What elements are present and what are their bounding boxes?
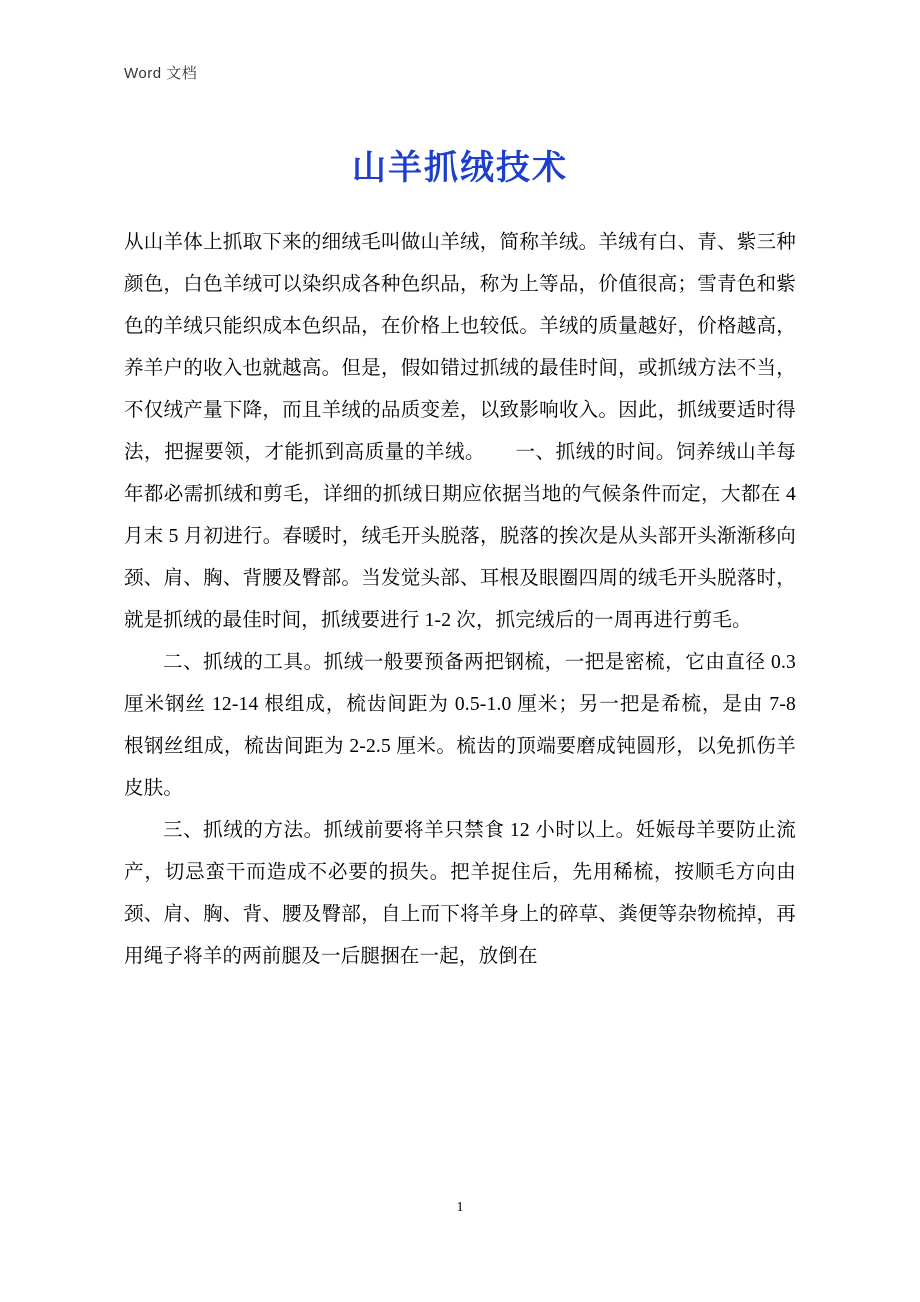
page-title: 山羊抓绒技术 [352, 149, 568, 187]
header-note: Word 文档 [124, 65, 198, 82]
paragraph: 从山羊体上抓取下来的细绒毛叫做山羊绒，简称羊绒。羊绒有白、青、紫三种颜色，白色羊绒可以染织成各种色织品，称为上等品，价值很高；雪青色和紫色的羊绒只能织成本色织品，在价格上也较低。羊绒的质量越好，价格越高，养羊户的收入也就越高。但是，假如错过抓绒的最佳时间，或抓绒方法不当，不仅绒产量下降，而且羊绒的品质变差，以致影响收入。因此，抓绒要适时得法，把握要领，才能抓到高质量的羊绒。 一、抓绒的时间。饲养绒山羊每年都必需抓绒和剪毛，详细的抓绒日期应依据当地的气候条件而定，大都在 4 月末 5 月初进行。春暖时，绒毛开头脱落，脱落的挨次是从头部开头渐渐移向颈、肩、胸、背腰及臀部。当发觉头部、耳根及眼圈四周的绒毛开头脱落时，就是抓绒的最佳时间，抓绒要进行 1-2 次，抓完绒后的一周再进行剪毛。 [124, 232, 796, 631]
paragraph: 三、抓绒的方法。抓绒前要将羊只禁食 12 小时以上。妊娠母羊要防止流产，切忌蛮干而造成不必要的损失。把羊捉住后，先用稀梳，按顺毛方向由颈、肩、胸、背、腰及臀部，自上而下将羊身上的碎草、粪便等杂物梳掉，再用绳子将羊的两前腿及一后腿捆在一起，放倒在 [124, 820, 796, 967]
paragraph: 二、抓绒的工具。抓绒一般要预备两把钢梳，一把是密梳，它由直径 0.3 厘米钢丝 12-14 根组成，梳齿间距为 0.5-1.0 厘米；另一把是希梳，是由 7-8 根钢丝组成，梳齿间距为 2-2.5 厘米。梳齿的顶端要磨成钝圆形，以免抓伤羊皮肤。 [124, 652, 796, 799]
page-number: 1 [456, 1200, 464, 1215]
document-body [124, 222, 796, 978]
